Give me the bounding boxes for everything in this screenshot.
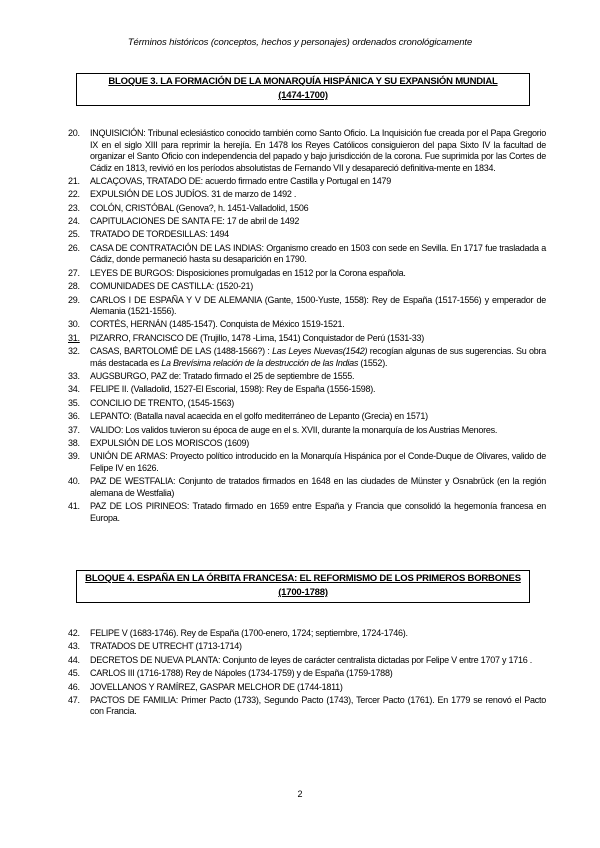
list-item: 29. CARLOS I DE ESPAÑA Y V DE ALEMANIA (Gante, 1500-Yuste, 1558): Rey de España (1517-1556) y emperador de Alemania (1521-1556). (68, 294, 546, 317)
block4-dates: (1700-1788) (278, 587, 328, 598)
list-item: 32. CASAS, BARTOLOMÉ DE LAS (1488-1566?) : Las Leyes Nuevas(1542) recogían algunas de sus sugerencias. Su obra más destacada es La Brevísima relación de la destrucción de las Indias (1552). (68, 346, 546, 368)
block4-heading (76, 570, 530, 603)
list-item: 27. LEYES DE BURGOS: Disposiciones promulgadas en 1512 por la Corona española. (68, 267, 406, 278)
list-item: 40. PAZ DE WESTFALIA: Conjunto de tratados firmados en 1648 en las ciudades de Münster y Osnabrück (en la región alemana de Westfalia) (68, 476, 546, 498)
list-item: 47. PACTOS DE FAMILIA: Primer Pacto (1733), Segundo Pacto (1743), Tercer Pacto (1761). En 1779 se renovó el Pacto con Francia. (68, 694, 546, 717)
list-item: 28. COMUNIDADES DE CASTILLA: (1520-21) (68, 281, 254, 292)
list-item: 39. UNIÓN DE ARMAS: Proyecto político introducido en la Monarquía Hispánica por el Conde-Duque de Olivares, valido de Felipe IV en 1626. (68, 451, 546, 473)
list-item: 25. TRATADO DE TORDESILLAS: 1494 (68, 229, 229, 240)
list-item: 43. TRATADOS DE UTRECHT (1713-1714) (68, 641, 242, 652)
list-item: 36. LEPANTO: (Batalla naval acaecida en el golfo mediterráneo de Lepanto (Grecia) en 1571) (68, 411, 428, 422)
list-item: 37. VALIDO: Los validos tuvieron su época de auge en el s. XVII, durante la monarquía de los Austrias Menores. (68, 424, 498, 435)
list-item: 30. CORTÉS, HERNÁN (1485-1547). Conquista de México 1519-1521. (68, 319, 345, 330)
list-item: 21. ALCAÇOVAS, TRATADO DE: acuerdo firmado entre Castilla y Portugal en 1479 (68, 175, 391, 186)
list-item: 31. PIZARRO, FRANCISCO DE (Trujillo, 1478 -Lima, 1541) Conquistador de Perú (1531-33) (68, 332, 425, 343)
block3-title: BLOQUE 3. LA FORMACIÓN DE LA MONARQUÍA HISPÁNICA Y SU EXPANSIÓN MUNDIAL (108, 76, 498, 87)
list-item: 42. FELIPE V (1683-1746). Rey de España (1700-enero, 1724; septiembre, 1724-1746). (68, 628, 408, 638)
block4-title: BLOQUE 4. ESPAÑA EN LA ÓRBITA FRANCESA: EL REFORMISMO DE LOS PRIMEROS BORBONES (85, 573, 521, 584)
page-header: Términos históricos (conceptos, hechos y personajes) ordenados cronológicamente (127, 37, 473, 48)
list-item: 44. DECRETOS DE NUEVA PLANTA: Conjunto de leyes de carácter centralista dictadas por Felipe V entre 1707 y 1716 . (68, 654, 532, 665)
block3-list (68, 128, 546, 526)
list-item: 41. PAZ DE LOS PIRINEOS: Tratado firmado en 1659 entre España y Francia que consolidó la hegemonía francesa en Europa. (68, 501, 546, 523)
list-item: 23. COLÓN, CRISTÓBAL (Genova?, h. 1451-Valladolid, 1506 (68, 202, 309, 213)
block3-heading (76, 73, 530, 106)
list-item: 35. CONCILIO DE TRENTO, (1545-1563) (68, 397, 234, 408)
list-item: 26. CASA DE CONTRATACIÓN DE LAS INDIAS: Organismo creado en 1503 con sede en Sevilla. En 1717 fue trasladada a Cádiz, donde permaneció hasta su desaparición en 1790. (68, 242, 546, 265)
list-item: 20. INQUISICIÓN: Tribunal eclesiástico conocido también como Santo Oficio. La Inquisición fue creada por el Papa Gregorio IX en el siglo XIII para reprimir la herejía. En 1478 los Reyes Católicos consiguieron del papa Sixto IV la facultad de organizar el Santo Oficio con independencia del papado y bajo jurisdicción de la corona. Fue suprimida por las Cortes de Cádiz en 1813, revivió en los períodos absolutistas de Fernando VII y desapareció definitiva-mente en 1834. (68, 128, 546, 173)
list-item: 46. JOVELLANOS Y RAMÍREZ, GASPAR MELCHOR DE (1744-1811) (68, 681, 343, 692)
block4-list (68, 628, 546, 720)
list-item: 45. CARLOS III (1716-1788) Rey de Nápoles (1734-1759) y de España (1759-1788) (68, 668, 393, 679)
list-item: 34. FELIPE II. (Valladolid, 1527-El Escorial, 1598): Rey de España (1556-1598). (68, 384, 376, 395)
list-item: 38. EXPULSIÓN DE LOS MORISCOS (1609) (68, 438, 250, 449)
list-item: 22. EXPULSIÓN DE LOS JUDÍOS. 31 de marzo de 1492 . (68, 189, 297, 200)
block3-dates: (1474-1700) (278, 90, 328, 101)
page-number: 2 (297, 789, 303, 799)
list-item: 24. CAPITULACIONES DE SANTA FE: 17 de abril de 1492 (68, 216, 300, 227)
list-item: 33. AUGSBURGO, PAZ de: Tratado firmado el 25 de septiembre de 1555. (68, 371, 355, 382)
